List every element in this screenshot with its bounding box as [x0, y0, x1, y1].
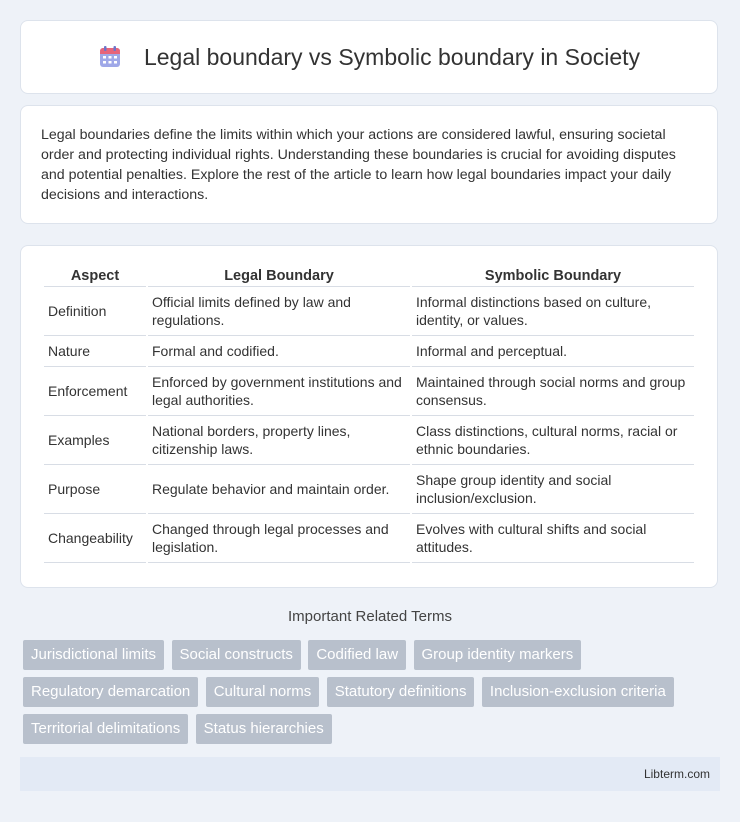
intro-text: Legal boundaries define the limits within which your actions are considered lawful, ensuring societal order and protecting individual rights. Understanding these boundaries is crucial for avoiding disputes and potential penalties. Explore the rest of the article to learn how legal boundaries impact your daily decisions and interactions.: [41, 127, 676, 203]
footer-brand-link[interactable]: Libterm.com: [643, 767, 710, 781]
page-title-text: Legal boundary vs Symbolic boundary in Society: [143, 43, 641, 70]
related-term-tag[interactable]: Cultural norms: [206, 677, 320, 707]
header-aspect: Aspect: [44, 264, 146, 287]
title-card: [20, 20, 718, 94]
related-term-tag[interactable]: Jurisdictional limits: [23, 640, 164, 670]
cell-legal: Official limits defined by law and regulations.: [148, 287, 410, 336]
table-row: [44, 287, 694, 336]
cell-legal: Formal and codified.: [148, 336, 410, 367]
cell-legal: National borders, property lines, citizenship laws.: [148, 416, 410, 465]
cell-aspect: Changeability: [44, 514, 146, 563]
cell-aspect: Examples: [44, 416, 146, 465]
table-row: [44, 416, 694, 465]
related-term-tag[interactable]: Status hierarchies: [196, 714, 332, 744]
related-terms-list: [23, 640, 723, 751]
page-title: [98, 44, 640, 71]
cell-symbolic: Shape group identity and social inclusion/exclusion.: [412, 465, 694, 514]
related-term-tag[interactable]: Inclusion-exclusion criteria: [482, 677, 674, 707]
header-legal-boundary: Legal Boundary: [148, 264, 410, 287]
cell-symbolic: Informal distinctions based on culture, identity, or values.: [412, 287, 694, 336]
related-term-tag[interactable]: Territorial delimitations: [23, 714, 188, 744]
table-header-row: [44, 264, 694, 287]
cell-aspect: Purpose: [44, 465, 146, 514]
related-term-tag[interactable]: Codified law: [308, 640, 406, 670]
cell-aspect: Definition: [44, 287, 146, 336]
comparison-table: [42, 264, 696, 563]
table-row: [44, 367, 694, 416]
cell-legal: Enforced by government institutions and legal authorities.: [148, 367, 410, 416]
related-term-tag[interactable]: Social constructs: [172, 640, 301, 670]
cell-symbolic: Informal and perceptual.: [412, 336, 694, 367]
cell-symbolic: Evolves with cultural shifts and social attitudes.: [412, 514, 694, 563]
related-term-tag[interactable]: Statutory definitions: [327, 677, 475, 707]
cell-legal: Changed through legal processes and legislation.: [148, 514, 410, 563]
related-term-tag[interactable]: Group identity markers: [414, 640, 582, 670]
intro-card: [20, 105, 718, 224]
cell-aspect: Nature: [44, 336, 146, 367]
comparison-table-card: [20, 245, 718, 588]
cell-symbolic: Class distinctions, cultural norms, racial or ethnic boundaries.: [412, 416, 694, 465]
related-term-tag[interactable]: Regulatory demarcation: [23, 677, 198, 707]
related-terms-title: Important Related Terms: [288, 608, 452, 625]
calendar-icon: [98, 45, 122, 69]
cell-symbolic: Maintained through social norms and group consensus.: [412, 367, 694, 416]
header-symbolic-boundary: Symbolic Boundary: [412, 264, 694, 287]
table-row: [44, 336, 694, 367]
table-row: [44, 514, 694, 563]
table-row: [44, 465, 694, 514]
cell-aspect: Enforcement: [44, 367, 146, 416]
cell-legal: Regulate behavior and maintain order.: [148, 465, 410, 514]
footer: [20, 757, 720, 791]
